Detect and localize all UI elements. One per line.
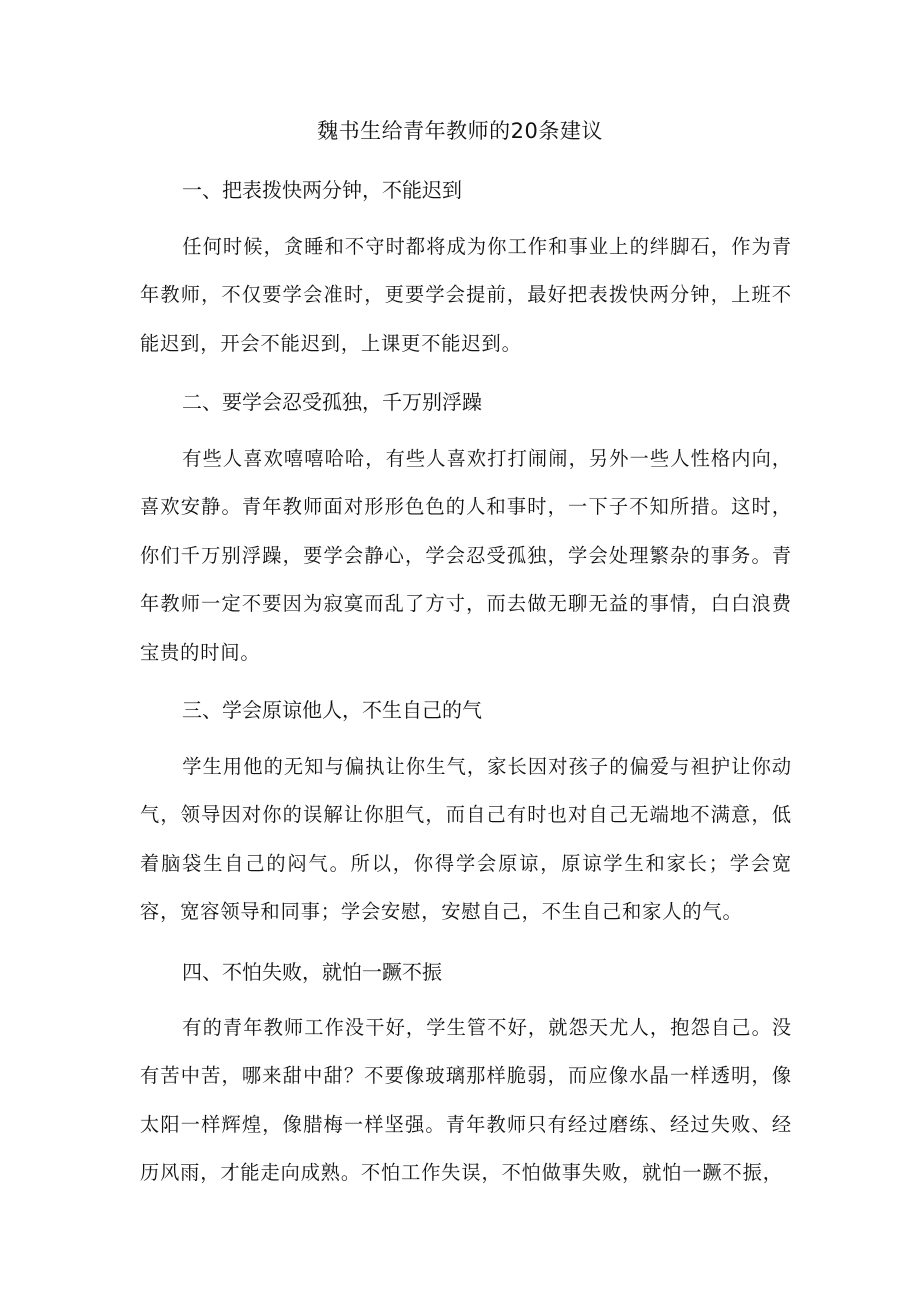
section-heading: 三、学会原谅他人，不生自己的气 [182,698,482,722]
section-paragraph: 学生用他的无知与偏执让你生气，家长因对孩子的偏爱与袒护让你动气，领导因对你的误解让你胆气，而自己有时也对自己无端地不满意，低着脑袋生自己的闷气。所以，你得学会原谅，原谅学生和家长；学会宽容，宽容领导和同事；学会安慰，安慰自己，不生自己和家人的气。 [140,755,792,924]
section-heading: 一、把表拨快两分钟，不能迟到 [182,178,462,202]
section-paragraph: 有些人喜欢嘻嘻哈哈，有些人喜欢打打闹闹，另外一些人性格内向，喜欢安静。青年教师面对形形色色的人和事时，一下子不知所措。这时，你们千万别浮躁，要学会静心，学会忍受孤独，学会处理繁杂的事务。青年教师一定不要因为寂寞而乱了方寸，而去做无聊无益的事情，白白浪费宝贵的时间。 [140,447,792,664]
section-paragraph: 有的青年教师工作没干好，学生管不好，就怨天尤人，抱怨自己。没有苦中苦，哪来甜中甜？不要像玻璃那样脆弱，而应像水晶一样透明，像太阳一样辉煌，像腊梅一样坚强。青年教师只有经过磨练、经过失败、经历风雨，才能走向成熟。不怕工作失误，不怕做事失败，就怕一蹶不振， [140,1016,792,1185]
section-heading: 四、不怕失败，就怕一蹶不振 [182,960,442,984]
section-heading: 二、要学会忍受孤独，千万别浮躁 [182,390,482,414]
document-title: 魏书生给青年教师的20条建议 [317,119,603,143]
section-paragraph: 任何时候，贪睡和不守时都将成为你工作和事业上的绊脚石，作为青年教师，不仅要学会准时，更要学会提前，最好把表拨快两分钟，上班不能迟到，开会不能迟到，上课更不能迟到。 [140,235,792,355]
